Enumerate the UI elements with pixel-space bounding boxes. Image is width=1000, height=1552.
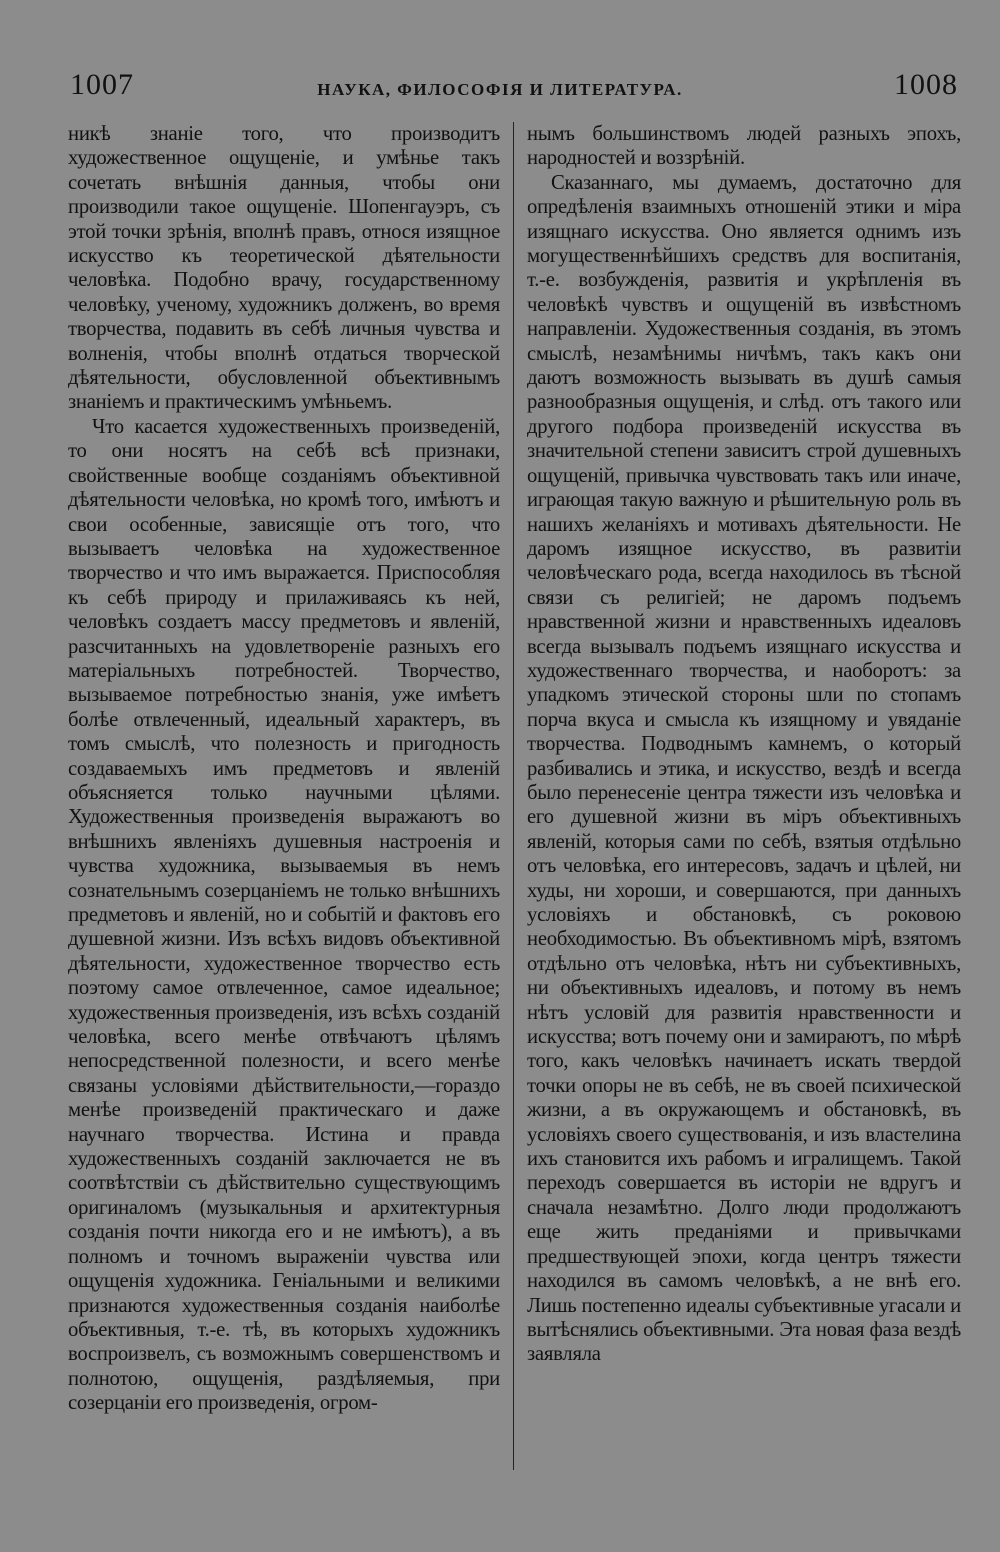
paragraph: никѣ знаніе того, что производитъ художественное ощущеніе, и умѣнье такъ сочетать внѣшнія данныя, чтобы они производили такое ощущеніе. Шопенгауэръ, съ этой точки зрѣнія, вполнѣ правъ, относя изящное искусство къ теоретической дѣятельности человѣка. Подобно врачу, государственному человѣку, ученому, художникъ долженъ, во время творчества, подавить въ себѣ личныя чувства и волненія, чтобы вполнѣ отдаться творческой дѣятельности, обусловленной объективнымъ знаніемъ и практическимъ умѣньемъ. xyxy=(68,123,500,414)
paragraph: Сказаннаго, мы думаемъ, достаточно для опредѣленія взаимныхъ отношеній этики и міра изящнаго искусства. Оно является однимъ изъ могущественнѣйшихъ средствъ для воспитанія, т.-е. возбужденія, развитія и укрѣпленія въ человѣкѣ чувствъ и ощущеній въ извѣстномъ направленіи. Художественныя созданія, въ этомъ смыслѣ, незамѣнимы ничѣмъ, такъ какъ они даютъ возможность вызывать въ душѣ самыя разнообразныя ощущенія, и слѣд. отъ такого или другого подбора произведеній искусства въ значительной степени зависитъ строй душевныхъ ощущеній, привычка чувствовать такъ или иначе, играющая такую важную и рѣшительную роль въ нашихъ желаніяхъ и мотивахъ дѣятельности. Не даромъ изящное искусство, въ развитіи человѣческаго рода, всегда находилось въ тѣсной связи съ религіей; не даромъ подъемъ нравственной жизни и нравственныхъ идеаловъ всегда вызывалъ подъемъ изящнаго искусства и художественнаго творчества, и наоборотъ: за упадкомъ этической стороны шли по стопамъ порча вкуса и смысла къ изящному и увяданіе творчества. Подводнымъ камнемъ, о который разбивались и этика, и искусство, вездѣ и всегда было перенесеніе центра тяжести изъ человѣка и его душевной жизни въ міръ объективныхъ явленій, которыя сами по себѣ, взятыя отдѣльно отъ человѣка, его интересовъ, задачъ и цѣлей, ни худы, ни хороши, и совершаются, при данныхъ условіяхъ и обстановкѣ, съ роковою необходимостью. Въ объективномъ мірѣ, взятомъ отдѣльно отъ человѣка, нѣтъ ни субъективныхъ, ни объективныхъ идеаловъ, и потому въ немъ нѣтъ условій для развитія нравственности и искусства; вотъ почему они и замираютъ, по мѣрѣ того, какъ человѣкъ начинаетъ искать твердой точки опоры не въ себѣ, не въ своей психической жизни, а въ окружающемъ и обстановкѣ, въ условіяхъ своего существованія, и изъ властелина ихъ становится ихъ рабомъ и игралищемъ. Такой переходъ совершается въ исторіи не вдругъ и сначала незамѣтно. Долго люди продолжаютъ еще жить преданіями и привычками предшествующей эпохи, когда центръ тяжести находился въ самомъ человѣкѣ, а не внѣ его. Лишь постепенно идеалы субъективные угасали и вытѣснялись объективными. Эта новая фаза вездѣ заявляла xyxy=(527,171,961,1366)
page-number-right: 1008 xyxy=(894,68,958,101)
running-head: НАУКА, ФИЛОСОФІЯ И ЛИТЕРАТУРА. xyxy=(317,80,683,99)
left-column xyxy=(68,122,500,1416)
column-rule xyxy=(513,122,514,1470)
paragraph: нымъ большинствомъ людей разныхъ эпохъ, народностей и воззрѣній. xyxy=(527,123,961,170)
right-column xyxy=(527,122,961,1367)
page-number-left: 1007 xyxy=(70,68,134,101)
paragraph: Что касается художественныхъ произведеній, то они носятъ на себѣ всѣ признаки, свойственные вообще созданіямъ объективной дѣятельности человѣка, но кромѣ того, имѣютъ и свои особенные, зависящіе отъ того, что вызываетъ человѣка на художественное творчество и что имъ выражается. Приспособляя къ себѣ природу и прилаживаясь къ ней, человѣкъ создаетъ массу предметовъ и явленій, разсчитанныхъ на удовлетвореніе разныхъ его матеріальныхъ потребностей. Творчество, вызываемое потребностью знанія, уже имѣетъ болѣе отвлеченный, идеальный характеръ, въ томъ смыслѣ, что полезность и пригодность создаваемыхъ имъ предметовъ и явленій объясняется только научными цѣлями. Художественныя произведенія выражаютъ во внѣшнихъ явленіяхъ душевныя настроенія и чувства художника, вызываемыя въ немъ сознательнымъ созерцаніемъ не только внѣшнихъ предметовъ и явленій, но и событій и фактовъ его душевной жизни. Изъ всѣхъ видовъ объективной дѣятельности, художественное творчество есть поэтому самое отвлеченное, самое идеальное; художественныя произведенія, изъ всѣхъ созданій человѣка, всего менѣе отвѣчаютъ цѣлямъ непосредственной полезности, и всего менѣе связаны условіями дѣйствительности,—гораздо менѣе произведеній практическаго и даже научнаго творчества. Истина и правда художественныхъ созданій заключается не въ соотвѣтствіи съ дѣйствительно существующимъ оригиналомъ (музыкальныя и архитектурныя созданія почти никогда его и не имѣютъ), а въ полномъ и точномъ выраженіи чувства или ощущенія художника. Геніальными и великими признаются художественныя созданія наиболѣе объективныя, т.-е. тѣ, въ которыхъ художникъ воспроизвелъ, съ возможнымъ совершенствомъ и полнотою, ощущенія, раздѣляемыя, при созерцаніи его произведенія, огром- xyxy=(68,415,500,1415)
